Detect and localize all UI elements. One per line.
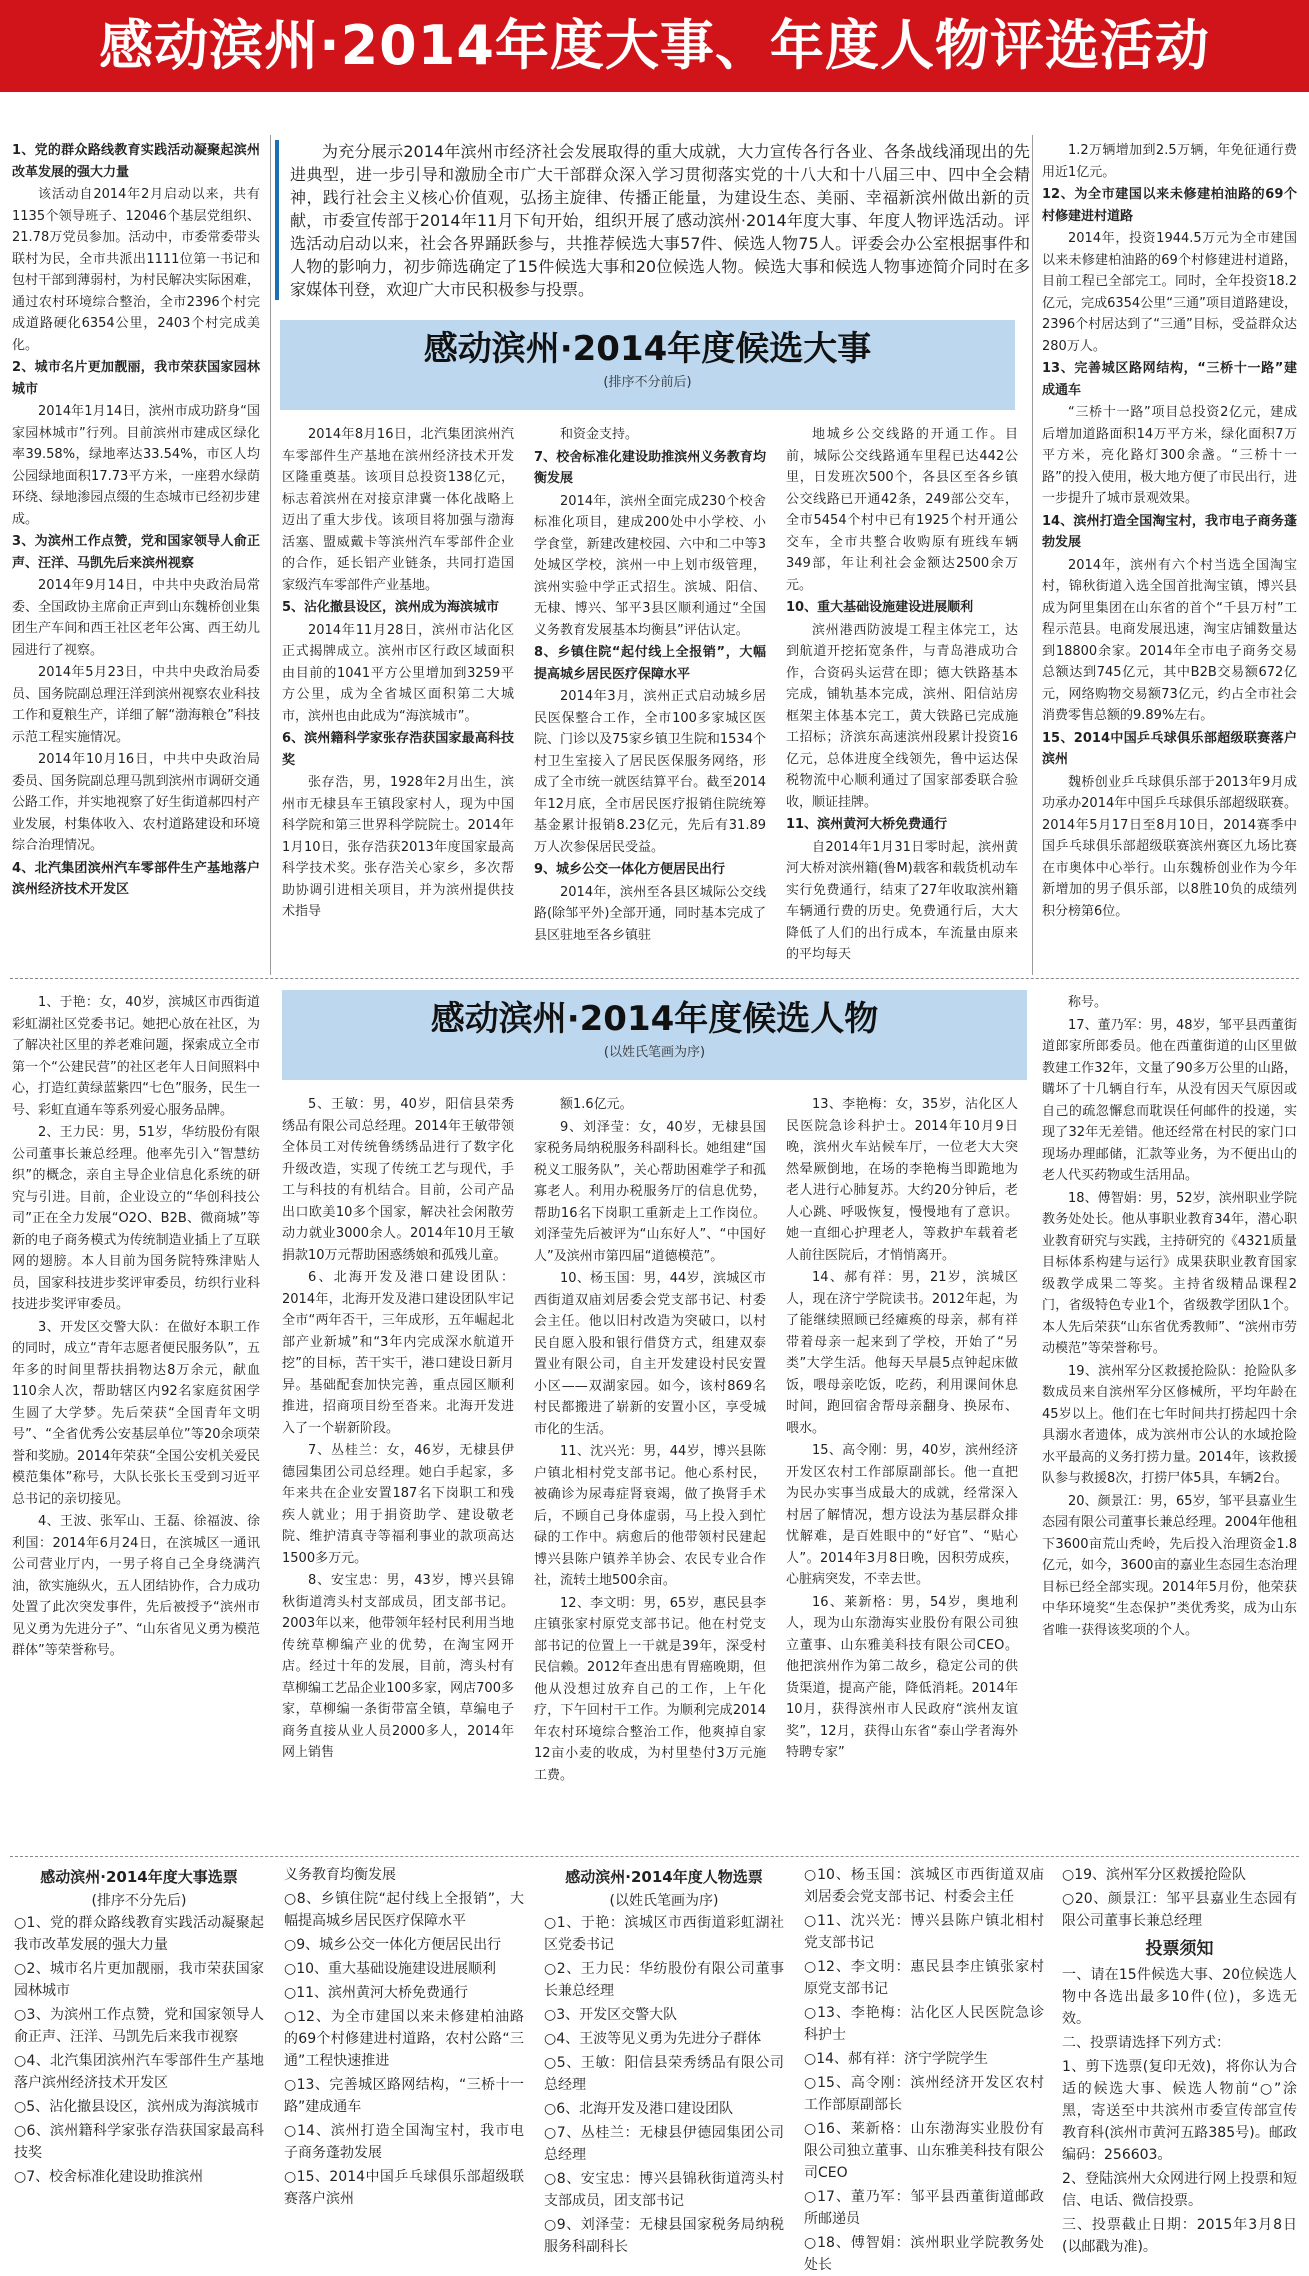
item-paragraph: 15、高令刚：男，40岁，滨州经济开发区农村工作部原副部长。他一直把为民办实事当成最大的成就，经常深入村居了解情况，想方设法为基层群众排忧解难，是百姓眼中的“好官”、“贴心人”。2014年3月8日晚，因积劳成疾，心脏病突发，不幸去世。	[786, 1443, 1018, 1587]
item-heading: 9、城乡公交一体化方便居民出行	[534, 862, 726, 877]
ballot-item: ○8、乡镇住院“起付线上全报销”，大幅提高城乡居民医疗保障水平	[284, 1891, 524, 1929]
ballot-item: ○3、开发区交警大队	[544, 2007, 678, 2023]
ballot-people-list-3	[1062, 1864, 1297, 1932]
ballot-item: ○10、重大基础设施建设进展顺利	[284, 1961, 497, 1977]
ballot-item: 二、投票请选择下列方式：	[1062, 2035, 1230, 2051]
item-paragraph: 2014年10月16日，中共中央政治局委员、国务院副总理马凯到滨州市调研交通公路工作，并实地视察了好生街道郝四村产业发展，村集体收入、农村道路建设和环境综合治理情况。	[12, 752, 260, 853]
item-paragraph: 4、王波、张军山、王磊、徐福波、徐利国：2014年6月24日，在滨城区一通讯公司营业厅内，一男子将自己全身绕满汽油，欲实施纵火，五人团结协作，合力成功处置了此次突发事件，先后被授予“滨州市见义勇为先进分子”、“山东省见义勇为模范群体”等荣誉称号。	[12, 1514, 260, 1658]
ballot-item: ○5、沾化撤县设区，滨州成为海滨城市	[14, 2099, 260, 2115]
people-title: 感动滨州·2014年度候选人物	[430, 999, 879, 1039]
col-right	[1042, 140, 1297, 970]
ballot-events-subtitle: (排序不分先后)	[91, 1893, 187, 1909]
ballot-item: ○7、丛桂兰：无棣县伊德园集团公司总经理	[544, 2125, 784, 2163]
ballot-item: ○1、党的群众路线教育实践活动凝聚起我市改革发展的强大力量	[14, 1915, 264, 1953]
item-paragraph: 2014年，滨州全面完成230个校舍标准化项目，建成200处中小学校、小学食堂，新建改建校园、六中和二中等3处城区学校，滨州一中上划市级管理，滨州实验中学正式招生。滨城、阳信、无棣、博兴、邹平3县区顺利通过“全国义务教育发展基本均衡县”评估认定。	[534, 493, 766, 638]
events-section-title	[280, 320, 1015, 410]
col-events-3	[786, 424, 1018, 962]
item-paragraph: 2014年5月23日，中共中央政治局委员、国务院副总理汪洋到滨州视察农业科技工作和夏粮生产，详细了解“渤海粮仓”科技示范工程实施情况。	[12, 665, 260, 745]
ballot-item: ○6、北海开发及港口建设团队	[544, 2101, 734, 2117]
item-heading: 15、2014中国乒乓球俱乐部超级联赛落户滨州	[1042, 730, 1297, 767]
ballot-item: ○9、城乡公交一体化方便居民出行	[284, 1937, 502, 1953]
ballot-item: ○2、城市名片更加靓丽，我市荣获国家园林城市	[14, 1961, 264, 1999]
item-heading: 7、校舍标准化建设助推滨州义务教育均衡发展	[534, 449, 766, 486]
item-paragraph: 1、于艳：女，40岁，滨城区市西街道彩虹湖社区党委书记。她把心放在社区，为了解决社区里的养老难问题，探索成立全市第一个“公建民营”的社区老年人日间照料中心，打造红黄绿蓝紫四“七色”服务，民生一号、彩虹直通车等系列爱心服务品牌。	[12, 995, 260, 1118]
col-people-1	[12, 992, 260, 1842]
item-paragraph: 14、郝有祥：男，21岁，滨城区人，现在济宁学院读书。2012年起，为了能继续照顾已经瘫痪的母亲，郝有祥带着母亲一起来到了学校，开始了“另类”大学生活。他每天早晨5点钟起床做饭，喂母亲吃饭，吃药，利用课间休息时间，跑回宿舍帮母亲翻身、换尿布、喂水。	[786, 1270, 1018, 1436]
item-paragraph: 6、北海开发及港口建设团队：2014年，北海开发及港口建设团队牢记全市“两年否干，三年成形，五年崛起北部产业新城”和“3年内完成深水航道开挖”的目标，苦干实干，港口建设日新月异。基础配套加快完善，重点园区顺利推进，招商项目纷至沓来。北海开发进入了一个崭新阶段。	[282, 1270, 514, 1436]
ballot-item: 一、请在15件候选大事、20位候选人物中各选出最多10件(位)，多选无效。	[1062, 1967, 1297, 2027]
ballot-item: ○3、为滨州工作点赞，党和国家领导人俞正声、汪洋、马凯先后来我市视察	[14, 2007, 264, 2045]
ballot-events-list	[14, 1912, 264, 2188]
item-heading: 3、为滨州工作点赞，党和国家领导人俞正声、汪洋、马凯先后来滨州视察	[12, 534, 260, 571]
ballot-events-title: 感动滨州·2014年度大事选票	[40, 1868, 238, 1886]
item-heading: 8、乡镇住院“起付线上全报销”，大幅提高城乡居民医疗保障水平	[534, 645, 766, 682]
item-paragraph: 7、丛桂兰：女，46岁，无棣县伊德园集团公司总经理。她白手起家，多年来共在企业安置187名下岗职工和残疾人就业；用于捐资助学、建设敬老院、维护清真寺等福利事业的款项高达1500多万元。	[282, 1443, 514, 1566]
item-paragraph: 11、沈兴光：男，44岁，博兴县陈户镇北相村党支部书记。他心系村民，被确诊为尿毒症肾衰竭，做了换肾手术后，不顾自己身体虚弱，马上投入到忙碌的工作中。病愈后的他带领村民建起博兴县陈户镇养羊协会、农民专业合作社，流转土地500余亩。	[534, 1444, 766, 1588]
item-heading: 2、城市名片更加靓丽，我市荣获国家园林城市	[12, 360, 260, 397]
col-people-4	[786, 1094, 1018, 1854]
item-paragraph: “三桥十一路”项目总投资2亿元，建成后增加道路面积14万平方米，绿化面积7万平方米，亮化路灯300余盏。“三桥十一路”的投入使用，极大地方便了市民出行，进一步提升了城市景观效果。	[1042, 405, 1297, 506]
item-paragraph: 17、董乃军：男，48岁，邹平县西董街道郎家所郎委员。他在西董街道的山区里做教建工作32年，文量了90多万公里的山路，購坏了十几辆自行车，从没有因天气原因或自己的疏忽懈怠而耽误任何邮件的投递，实现了32年无差错。他还经常在村民的家门口现场办理邮储，汇款等业务，为不便出山的老人代买药物或生活用品。	[1042, 1017, 1297, 1183]
ballot-item: 1、剪下选票(复印无效)，将你认为合适的候选大事、候选人物前“○”涂黑，寄送至中共滨州市委宣传部宣传教育科(滨州市黄河五路385号)。邮政编码：256603。	[1062, 2059, 1297, 2163]
ballot-events-list-2	[284, 1864, 524, 2210]
item-heading: 14、滨州打造全国淘宝村，我市电子商务蓬勃发展	[1042, 513, 1297, 550]
item-paragraph: 20、颜景江：男，65岁，邹平县嘉业生态园有限公司董事长兼总经理。2004年他租下3600亩荒山秃岭，先后投入治理资金1.8亿元，如今，3600亩的嘉业生态园生态治理目标已经全部实现。2014年5月份，他荣获中华环境奖“生态保护”类优秀奖，成为山东省唯一获得该奖项的个人。	[1042, 1493, 1297, 1638]
item-heading: 5、沾化撤县设区，滨州成为海滨城市	[282, 600, 500, 615]
ballot-rules	[1062, 1864, 1297, 2255]
people-subtitle: (以姓氏笔画为序)	[603, 1045, 706, 1060]
item-paragraph: 19、滨州军分区救援抢险队：抢险队多数成员来自滨州军分区修械所，平均年龄在45岁以上。他们在七年时间共打捞起四十余具溺水者遗体，成为滨州市公认的水域抢险水平最高的义务打捞力量。2014年，该救援队参与救援8次，打捞尸体5具，车辆2台。	[1042, 1363, 1297, 1486]
ballot-item: ○15、高令刚：滨州经济开发区农村工作部原副部长	[804, 2075, 1044, 2113]
item-heading: 12、为全市建国以来未修建柏油路的69个村修建进村道路	[1042, 187, 1297, 224]
ballot-item: 三、投票截止日期：2015年3月8日(以邮戳为准)。	[1062, 2217, 1297, 2255]
ballot-item: ○15、2014中国乒乓球俱乐部超级联赛落户滨州	[284, 2169, 524, 2207]
item-paragraph: 2014年11月28日，滨州市沾化区正式揭牌成立。滨州市区行政区域面积由目前的1041平方公里增加到3259平方公里，成为全省城区面积第二大城市，滨州也由此成为“海滨城市”。	[282, 622, 514, 724]
item-paragraph: 16、莱新格：男，54岁，奥地利人，现为山东渤海实业股份有限公司独立董事、山东雅美科技有限公司CEO。他把滨州作为第二故乡，稳定公司的供货渠道，提高产能，降低消耗。2014年10月，获得滨州市人民政府“滨州友谊奖”，12月，获得山东省“泰山学者海外特聘专家”	[786, 1594, 1018, 1760]
item-paragraph: 张存浩，男，1928年2月出生，滨州市无棣县车王镇段家村人，现为中国科学院和第三世界科学院院士。2014年1月10日，张存浩获2013年度国家最高科学技术奖。张存浩关心家乡，多次帮助协调引进相关项目，并为滨州提供技术指导	[282, 775, 514, 919]
item-paragraph: 5、王敏：男，40岁，阳信县荣秀绣品有限公司总经理。2014年王敏带领全体员工对传统鲁绣绣品进行了数字化升级改造，实现了传统工艺与现代，手工与科技的有机结合。目前，公司产品出口欧美10多个国家，解决社会闲散劳动力就业3000余人。2014年10月王敏捐款10万元帮助困惑绣娘和孤残儿童。	[282, 1097, 514, 1263]
item-paragraph: 18、傅智娟：男，52岁，滨州职业学院教务处处长。他从事职业教育34年，潜心职业教育研究与实践，主持研究的《4321质量目标体系构建与运行》成果获职业教育国家级教学成果二等奖。主持省级精品课程2门，省级特色专业1个，省级教学团队1个。本人先后荣获“山东省优秀教师”、“滨州市劳动模范”等荣誉称号。	[1042, 1190, 1297, 1356]
ballot-item: 2、登陆滨州大众网进行网上投票和短信、电话、微信投票。	[1062, 2171, 1297, 2209]
col-people-3	[534, 1094, 766, 1854]
item-heading: 11、滨州黄河大桥免费通行	[786, 817, 948, 832]
item-paragraph: 2014年1月14日，滨州市成功跻身“国家园林城市”行列。目前滨州市建成区绿化率39.58%，绿地率达33.54%，市区人均公园绿地面积17.73平方米，一座碧水绿荫环绕、绿地渗园点缀的生态城市已经初步建成。	[12, 404, 260, 527]
item-paragraph: 10、杨玉国：男，44岁，滨城区市西街道双庙刘居委会党支部书记、村委会主任。他以旧村改造为突破口，以村民自愿入股和银行借贷方式，组建双泰置业有限公司，自主开发建设村民安置小区——双湖家园。如今，该村869名村民都搬进了崭新的安置小区，享受城市化的生活。	[534, 1271, 766, 1437]
item-heading: 4、北汽集团滨州汽车零部件生产基地落户滨州经济技术开发区	[12, 860, 260, 897]
item-paragraph: 额1.6亿元。	[560, 1097, 633, 1112]
section-divider	[10, 1856, 1299, 1857]
item-paragraph: 2014年3月，滨州正式启动城乡居民医保整合工作，全市100多家城区医院、门诊以及75家乡镇卫生院和1534个村卫生室接入了居民医保服务网络，形成了全市统一就医结算平台。截至2014年12月底，全市居民医疗报销住院统筹基金累计报销8.23亿元，先后有31.89万人次参保居民受益。	[534, 689, 766, 855]
ballot-item: ○1、于艳：滨城区市西街道彩虹湖社区党委书记	[544, 1915, 784, 1953]
ballot-item: ○2、王力民：华纺股份有限公司董事长兼总经理	[544, 1961, 784, 1999]
ballot-item: ○6、滨州籍科学家张存浩获国家最高科技奖	[14, 2123, 264, 2161]
ballot-events	[14, 1864, 264, 2189]
ballot-item: ○12、李文明：惠民县李庄镇张家村原党支部书记	[804, 1959, 1044, 1997]
ballot-people-cont	[804, 1864, 1044, 2273]
item-paragraph: 1.2万辆增加到2.5万辆，年免征通行费用近1亿元。	[1042, 143, 1297, 180]
ballot-item: 义务教育均衡发展	[284, 1867, 396, 1883]
ballot-people-subtitle: (以姓氏笔画为序)	[609, 1893, 719, 1909]
ballot-people-title: 感动滨州·2014年度人物选票	[565, 1868, 763, 1886]
item-paragraph: 2014年8月16日，北汽集团滨州汽车零部件生产基地在滨州经济技术开发区隆重奠基。该项目总投资138亿元，标志着滨州在对接京津冀一体化战略上迈出了重大步伐。该项目将加强与渤海活塞、盟威戴卡等滨州汽车零部件企业的合作，延长铝产业链条，共同打造国家级汽车零部件产业基地。	[282, 427, 514, 593]
col-events-1	[282, 424, 514, 944]
item-paragraph: 12、李文明：男，65岁，惠民县李庄镇张家村原党支部书记。他在村党支部书记的位置上一干就是39年，深受村民信赖。2012年查出患有胃癌晚期，但他从没想过放弃自己的工作，上午化疗，下午回村干工作。为顺利完成2014年农村环境综合整治工作，他爽掉自家12亩小麦的收成，为村里垫付3万元施工费。	[534, 1595, 766, 1783]
ballot-item: ○16、莱新格：山东渤海实业股份有限公司独立董事、山东雅美科技有限公司CEO	[804, 2121, 1044, 2181]
ballot-item: ○19、滨州军分区救援抢险队	[1062, 1867, 1247, 1883]
column-divider	[270, 135, 271, 975]
ballot-item: ○20、颜景江：邹平县嘉业生态园有限公司董事长兼总经理	[1062, 1891, 1297, 1929]
column-divider	[1032, 135, 1033, 975]
ballot-item: ○9、刘泽莹：无棣县国家税务局纳税服务科副科长	[544, 2217, 784, 2255]
rules-list	[1062, 1964, 1297, 2258]
people-section-title	[282, 990, 1027, 1080]
item-paragraph: 3、开发区交警大队：在做好本职工作的同时，成立“青年志愿者便民服务队”，五年多的时间里帮扶捐物达8万余元，献血110余人次，帮助辖区内92名家庭贫困学生圆了大学梦。先后荣获“全国青年文明号”、“全省优秀公安基层单位”等20余项荣誉和奖励。2014年荣获“全国公安机关爱民模范集体”称号，大队长张长玉受到习近平总书记的亲切接见。	[12, 1319, 260, 1507]
ballot-item: ○14、郝有祥：济宁学院学生	[804, 2051, 989, 2067]
intro-paragraph: 为充分展示2014年滨州市经济社会发展取得的重大成就，大力宣传各行各业、各条战线涌现出的先进典型，进一步引导和激励全市广大干部群众深入学习贯彻落实党的十八大和十八届三中、四中全会精神，践行社会主义核心价值观，弘扬主旋律、传播正能量，为建设生态、美丽、幸福新滨州做出新的贡献，市委宣传部于2014年11月下旬开始，组织开展了感动滨州·2014年度大事、年度人物评选活动。评选活动启动以来，社会各界踊跃参与，共推荐候选大事57件、候选人物75人。评委会办公室根据事件和人物的影响力，初步筛选确定了15件候选大事和20位候选人物。候选大事和候选人物事迹简介同时在多家媒体刊登，欢迎广大市民积极参与投票。	[290, 142, 1030, 299]
col-people-2	[282, 1094, 514, 1854]
ballot-item: ○11、沈兴光：博兴县陈户镇北相村党支部书记	[804, 1913, 1044, 1951]
ballot-item: ○5、王敏：阳信县荣秀绣品有限公司总经理	[544, 2055, 784, 2093]
item-paragraph: 2、王力民：男，51岁，华纺股份有限公司董事长兼总经理。他率先引入“智慧纺织”的概念，亲自主导企业信息化系统的研究与引进。目前，企业设立的“华创科技公司”正在全力发展“O2O、B2B、微商城”等新的电子商务模式为传统制造业插上了互联网的翅膀。本人目前为国务院特殊津贴人员，国家科技进步奖评审委员，纺织行业科技进步奖评审委员。	[12, 1125, 260, 1312]
col-people-5	[1042, 992, 1297, 1842]
item-paragraph: 滨州港西防波堤工程主体完工，达到航道开挖拓宽条件，与青岛港成功合作，合资码头运营在即；德大铁路基本完成，铺轨基本完成，滨州、阳信站房框架主体基本完工，黄大铁路已完成施工招标；济滨东高速滨州段累计投资16亿元，总体进度全线领先，鲁中运达保税物流中心顺利通过了国家部委联合验收，顺证挂牌。	[786, 622, 1018, 810]
col-left	[12, 140, 260, 970]
ballot-people-list-2	[804, 1864, 1044, 2276]
item-heading: 1、党的群众路线教育实践活动凝聚起滨州改革发展的强大力量	[12, 143, 260, 180]
events-subtitle: (排序不分前后)	[603, 375, 692, 390]
item-paragraph: 魏桥创业乒乓球俱乐部于2013年9月成功承办2014年中国乒乓球俱乐部超级联赛。2014年5月17日至8月10日，2014赛季中国乒乓球俱乐部超级联赛滨州赛区九场比赛在市奥体中心举行。山东魏桥创业作为今年新增加的男子俱乐部，以8胜10负的成绩列积分榜第6位。	[1042, 774, 1297, 919]
ballot-item: ○4、北汽集团滨州汽车零部件生产基地落户滨州经济技术开发区	[14, 2053, 264, 2091]
ballot-people	[544, 1864, 784, 2255]
intro-accent-bar	[275, 140, 279, 300]
item-paragraph: 地城乡公交线路的开通工作。目前，城际公交线路通车里程已达442公里，日发班次500个，各县区至各乡镇公交线路已开通42条，249部公交车，全市5454个村中已有1925个村开通公交车，全市共整合收购原有班线车辆349部，年让利社会金额达2500余万元。	[786, 427, 1018, 593]
ballot-people-list	[544, 1912, 784, 2258]
item-heading: 10、重大基础设施建设进展顺利	[786, 600, 974, 615]
ballot-item: ○7、校舍标准化建设助推滨州	[14, 2169, 204, 2185]
page-banner: 感动滨州·2014年度大事、年度人物评选活动	[0, 0, 1309, 92]
item-heading: 6、滨州籍科学家张存浩获国家最高科技奖	[282, 731, 514, 768]
item-paragraph: 13、李艳梅：女，35岁，沾化区人民医院急诊科护士。2014年10月9日晚，滨州火车站候车厅，一位老大大突然晕厥倒地，在场的李艳梅当即跪地为老人进行心肺复苏。大约20分钟后，老人心跳、呼吸恢复，慢慢地有了意识。她一直细心护理老人，等救护车载着老人前往医院后，才悄悄离开。	[786, 1097, 1018, 1263]
item-heading: 13、完善城区路网结构，“三桥十一路”建成通车	[1042, 361, 1297, 398]
ballot-item: ○11、滨州黄河大桥免费通行	[284, 1985, 469, 2001]
item-paragraph: 该活动自2014年2月启动以来，共有1135个领导班子、12046个基层党组织、21.78万党员参加。活动中，市委常委带头联村为民，全市共派出1111位第一书记和包村干部到薄弱村，为村民解决实际困难，通过农村环境综合整治，全市2396个村完成道路硬化6354公里，2403个村完成美化。	[12, 187, 260, 353]
ballot-item: ○8、安宝忠：博兴县锦秋街道湾头村支部成员，团支部书记	[544, 2171, 784, 2209]
col-events-2	[534, 424, 766, 944]
ballot-item: ○14、滨州打造全国淘宝村，我市电子商务蓬勃发展	[284, 2123, 524, 2161]
ballot-item: ○13、李艳梅：沾化区人民医院急诊科护士	[804, 2005, 1044, 2043]
ballot-item: ○17、董乃军：邹平县西董街道邮政所邮递员	[804, 2189, 1044, 2227]
ballot-item: ○12、为全市建国以来未修建柏油路的69个村修建进村道路，农村公路“三通”工程快速推进	[284, 2009, 524, 2069]
item-paragraph: 自2014年1月31日零时起，滨州黄河大桥对滨州籍(鲁M)载客和载货机动车实行免费通行，结束了27年收取滨州籍车辆通行费的历史。免费通行后，大大降低了人们的出行成本，车流量由原来的平均每天	[786, 839, 1018, 962]
ballot-item: ○4、王波等见义勇为先进分子群体	[544, 2031, 762, 2047]
item-paragraph: 和资金支持。	[560, 427, 639, 442]
item-paragraph: 称号。	[1068, 995, 1108, 1010]
item-paragraph: 2014年，滨州有六个村当选全国淘宝村，锦秋街道入选全国首批淘宝镇，博兴县成为阿里集团在山东省的首个“千县万村”工程示范县。电商发展迅速，淘宝店铺数量达到18800余家。2014年全市电子商务交易总额达到745亿元，其中B2B交易额672亿元，网络购物交易额73亿元，约占全市社会消费零售总额的9.89%左右。	[1042, 557, 1297, 723]
item-paragraph: 2014年，投资1944.5万元为全市建国以来未修建柏油路的69个村修建进村道路，目前工程已全部完工。同时，全年投资18.2亿元，完成6354公里“三通”项目道路建设，2396个村居达到了“三通”目标，受益群众达280万人。	[1042, 231, 1297, 354]
item-paragraph: 2014年9月14日，中共中央政治局常委、全国政协主席俞正声到山东魏桥创业集团生产车间和西王社区老年公寓、西王幼儿园进行了视察。	[12, 578, 260, 658]
section-divider	[10, 978, 1299, 979]
rules-title: 投票须知	[1145, 1939, 1214, 1959]
item-paragraph: 8、安宝忠：男，43岁，博兴县锦秋街道湾头村支部成员，团支部书记。2003年以来，他带领年轻村民利用当地传统草柳编产业的优势，在淘宝网开店。经过十年的发展，目前，湾头村有草柳编工艺品企业100多家，网店700多家，草柳编一条街带富全镇，草编电子商务直接从业人员2000多人，2014年网上销售	[282, 1573, 514, 1760]
ballot-item: ○10、杨玉国：滨城区市西街道双庙刘居委会党支部书记、村委会主任	[804, 1867, 1044, 1905]
ballot-events-cont	[284, 1864, 524, 2207]
item-paragraph: 9、刘泽莹：女，40岁，无棣县国家税务局纳税服务科副科长。她组建“国税义工服务队”，关心帮助困难学子和孤寡老人。利用办税服务厅的信息优势，帮助16名下岗职工重新走上工作岗位。刘泽莹先后被评为“山东好人”、“中国好人”及滨州市第四届“道德模范”。	[534, 1119, 766, 1264]
ballot-item: ○18、傅智娟：滨州职业学院教务处处长	[804, 2235, 1044, 2273]
ballot-item: ○13、完善城区路网结构，“三桥十一路”建成通车	[284, 2077, 524, 2115]
events-title: 感动滨州·2014年度候选大事	[423, 329, 872, 369]
item-paragraph: 2014年，滨州至各县区城际公交线路(除邹平外)全部开通，同时基本完成了县区驻地至各乡镇驻	[534, 884, 766, 943]
